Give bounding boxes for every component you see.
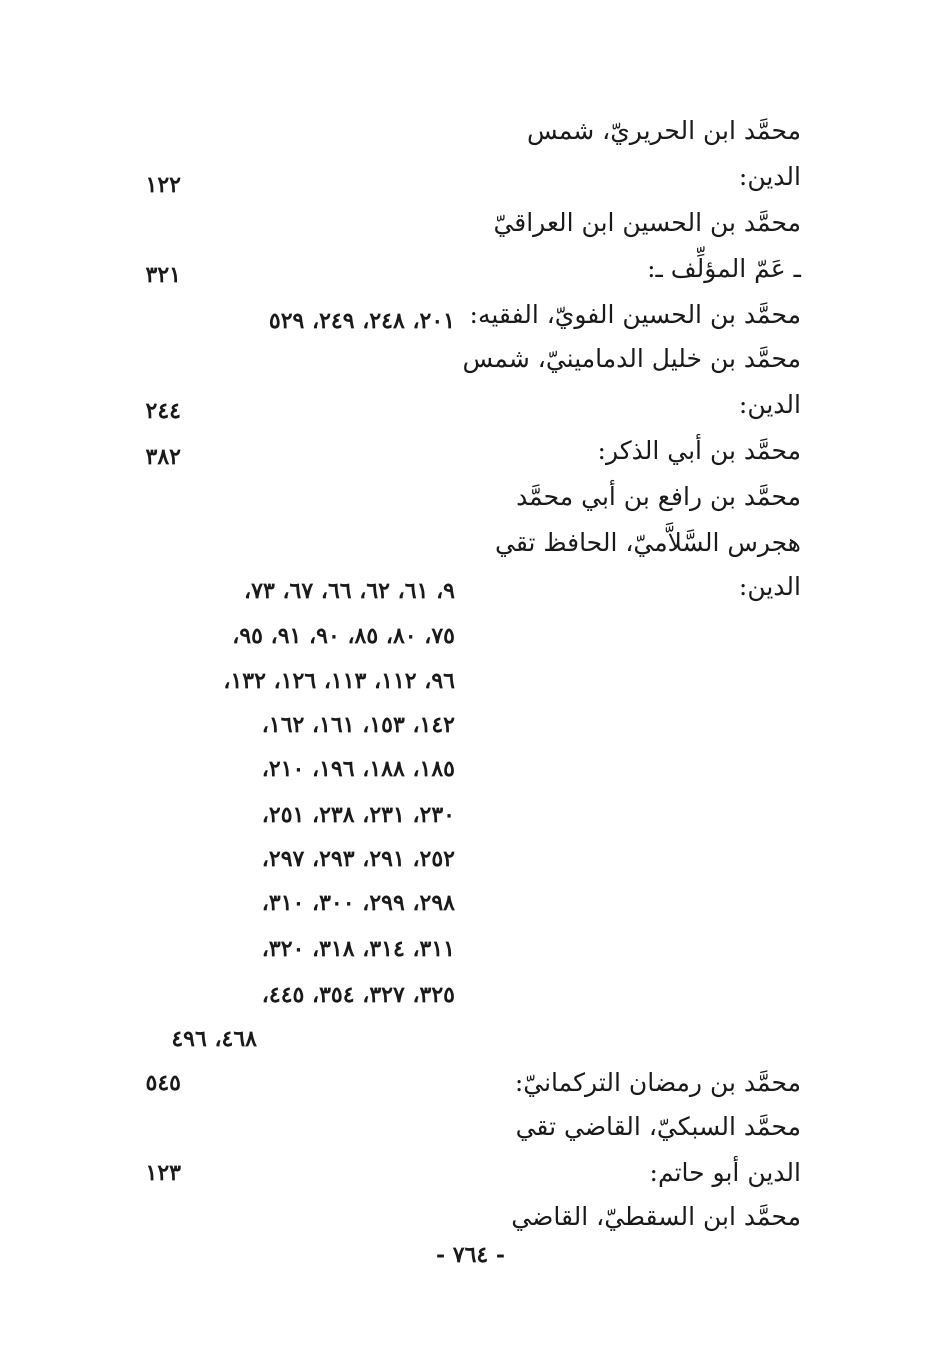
page-reference-line: ٢٥٢، ٢٩١، ٢٩٣، ٢٩٧، — [261, 846, 455, 872]
index-entry-name: هجرس السَّلاَّميّ، الحافظ تقي — [495, 528, 801, 557]
page-reference-line: ٣٢٥، ٣٢٧، ٣٥٤، ٤٤٥، — [261, 982, 455, 1008]
index-entry-name: محمَّد بن الحسين الفويّ، الفقيه: — [469, 300, 801, 329]
page-reference: ١٢٢ — [145, 172, 181, 198]
page-reference-line: ١٤٢، ١٥٣، ١٦١، ١٦٢، — [261, 712, 455, 738]
page-reference: ١٢٣ — [145, 1160, 181, 1186]
index-entry-name: الدين: — [738, 572, 801, 601]
page-reference-line: ٣١١، ٣١٤، ٣١٨، ٣٢٠، — [261, 936, 455, 962]
page-reference: ٢٠١، ٢٤٨، ٢٤٩، ٥٢٩ — [268, 308, 455, 334]
index-entry-name: الدين: — [738, 390, 801, 419]
page-reference: ٥٤٥ — [145, 1070, 181, 1096]
index-entry-name: محمَّد ابن السقطيّ، القاضي — [511, 1202, 801, 1231]
page-reference-line: ٩، ٦١، ٦٢، ٦٦، ٦٧، ٧٣، — [244, 578, 455, 604]
index-entry-name: محمَّد السبكيّ، القاضي تقي — [515, 1112, 801, 1141]
page-reference-line: ٧٥، ٨٠، ٨٥، ٩٠، ٩١، ٩٥، — [232, 623, 455, 649]
index-entry-name: الدين أبو حاتم: — [649, 1158, 801, 1187]
page-reference: ٣٢١ — [145, 262, 181, 288]
index-entry-name: محمَّد بن رافع بن أبي محمَّد — [516, 482, 801, 511]
index-entry-name: محمَّد بن الحسين ابن العراقيّ — [493, 208, 801, 237]
page-reference-line: ٢٩٨، ٢٩٩، ٣٠٠، ٣١٠، — [261, 890, 455, 916]
page-reference-line: ١٨٥، ١٨٨، ١٩٦، ٢١٠، — [261, 756, 455, 782]
page-reference: ٢٤٤ — [145, 398, 181, 424]
page-reference-line: ٤٦٨، ٤٩٦ — [171, 1026, 257, 1052]
page-reference: ٣٨٢ — [145, 444, 181, 470]
index-entry-name: محمَّد بن أبي الذكر: — [597, 436, 801, 465]
index-entry-name: ـ عَمّ المؤلِّف ـ: — [647, 254, 801, 283]
index-entry-name: الدين: — [738, 162, 801, 191]
page-number: - ٧٦٤ - — [435, 1242, 506, 1268]
index-entry-name: محمَّد بن خليل الدمامينيّ، شمس — [462, 344, 801, 373]
index-entry-name: محمَّد ابن الحريريّ، شمس — [526, 116, 801, 145]
index-entry-name: محمَّد بن رمضان التركمانيّ: — [514, 1068, 801, 1097]
page-reference-line: ٢٣٠، ٢٣١، ٢٣٨، ٢٥١، — [261, 802, 455, 828]
page-reference-line: ٩٦، ١١٢، ١١٣، ١٢٦، ١٣٢، — [223, 668, 455, 694]
